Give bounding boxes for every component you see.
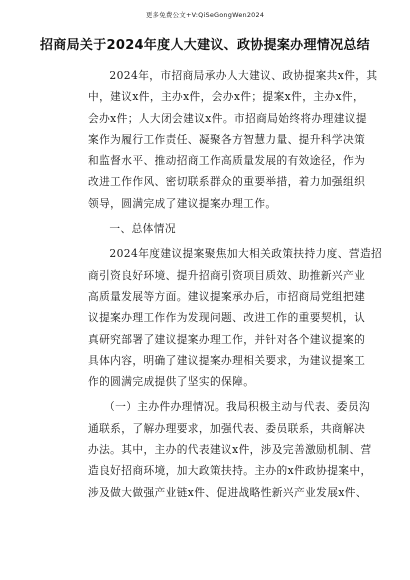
paragraph-line: （一）主办件办理情况。我局积极主动与代表、委员沟 [104, 400, 371, 414]
paragraph-line: 作的圆满完成提供了坚实的保障。 [88, 375, 255, 389]
paragraph-line: 改进工作作风、密切联系群众的重要举措，着力加强组织 [88, 175, 366, 189]
paragraph-line: 2024年度建议提案聚焦加大相关政策扶持力度、营造招 [109, 247, 383, 261]
document-body [88, 65, 383, 503]
paragraph-line: 2024年，市招商局承办人大建议、政协提案共x件，其 [109, 69, 378, 82]
paragraph-line: 商引资良好环境、提升招商引资项目质效、助推新兴产业 [88, 268, 366, 282]
section-heading: 一、总体情况 [109, 222, 176, 236]
paragraph-line: 和监督水平、推动招商工作高质量发展的有效途径，作为 [88, 154, 366, 168]
paragraph-line: 办法。其中，主办的代表建议x件，涉及完善激励机制、营 [88, 443, 372, 457]
paragraph-line: 会办x件；人大闭会建议x件。市招商局始终将办理建议提 [88, 111, 367, 125]
paragraph-line: 领导，圆满完成了建议提案办理工作。 [88, 196, 277, 210]
paragraph-line: 通联系，了解办理要求，加强代表、委员联系，共商解决 [88, 421, 366, 435]
paragraph-line: 真研究部署了建议提案办理工作，并针对各个建议提案的 [88, 332, 366, 346]
paragraph-line: 案作为履行工作责任、凝聚各方智慧力量、提升科学决策 [88, 132, 366, 146]
paragraph-line: 高质量发展等方面。建议提案承办后，市招商局党组把建 [88, 289, 366, 303]
paragraph-line: 造良好招商环境，加大政策扶持。主办的x件政协提案中， [88, 464, 372, 478]
paragraph-line: 议提案办理工作作为发现问题、改进工作的重要契机，认 [88, 311, 366, 325]
document-title: 招商局关于2024年度人大建议、政协提案办理情况总结 [40, 38, 370, 53]
paragraph-line: 涉及做大做强产业链x件、促进战略性新兴产业发展x件、 [88, 485, 367, 499]
paragraph-line: 中，建议x件，主办x件，会办x件；提案x件，主办x件， [88, 90, 365, 104]
paragraph-line: 具体内容，明确了建议提案办理相关要求，为建议提案工 [88, 353, 366, 367]
header-note: 更多免费公文+V:QiSeGongWen2024 [145, 11, 265, 19]
